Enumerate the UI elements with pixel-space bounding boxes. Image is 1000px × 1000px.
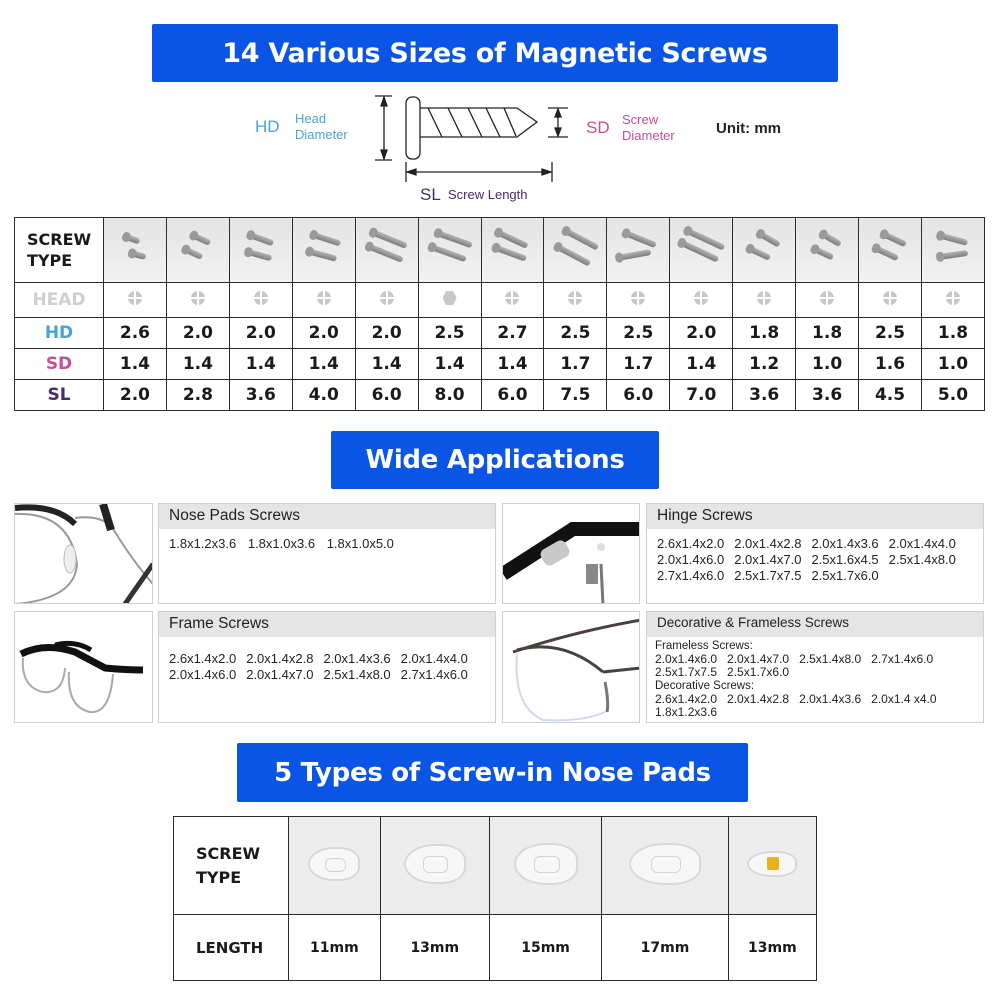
head-cell <box>796 283 859 318</box>
head-cell <box>607 283 670 318</box>
screw-size-item: 2.0x1.4x2.8 <box>734 536 802 551</box>
nose-pad-table <box>173 816 817 981</box>
screw-photo-3 <box>229 218 292 283</box>
pad-type-line1: SCREW <box>196 843 261 863</box>
pad-photo-2 <box>380 817 489 915</box>
phillips-head-icon <box>631 291 645 305</box>
screw-photo-icon <box>362 226 412 270</box>
screw-size-item: 2.0x1.4x3.6 <box>799 692 862 706</box>
decorative-frameless-screws-box <box>646 611 984 723</box>
screw-size-item: 2.5x1.4x8.0 <box>323 667 391 682</box>
head-cell <box>921 283 984 318</box>
clear-nose-pad-icon <box>629 843 701 885</box>
sd-label <box>622 112 675 144</box>
pad-length-row <box>174 915 817 981</box>
screw-size-item: 2.0x1.4x3.6 <box>811 536 879 551</box>
hd-cell: 2.6 <box>104 318 167 349</box>
screw-size-item: 2.0x1.4x6.0 <box>655 652 718 666</box>
screw-photo-icon <box>425 226 475 270</box>
pad-photo-4 <box>602 817 728 915</box>
sd-cell: 1.6 <box>859 349 922 380</box>
screw-size-item: 2.5x1.7x7.5 <box>734 568 802 583</box>
screw-size-item: 2.0x1.4x7.0 <box>734 552 802 567</box>
sd-cell: 1.4 <box>670 349 733 380</box>
pad-photo-5 <box>728 817 816 915</box>
gold-insert-nose-pad-icon <box>747 851 797 877</box>
sd-cell: 1.4 <box>355 349 418 380</box>
hd-cell: 2.5 <box>418 318 481 349</box>
hex-head-icon <box>443 291 457 305</box>
screw-photo-icon <box>613 226 663 270</box>
sizes-banner: 14 Various Sizes of Magnetic Screws <box>152 24 838 82</box>
hd-label <box>295 111 348 143</box>
sd-cell: 1.4 <box>104 349 167 380</box>
screw-size-item: 1.8x1.0x3.6 <box>247 536 316 551</box>
screw-size-item: 2.0x1.4x3.6 <box>323 651 391 666</box>
head-cell <box>292 283 355 318</box>
hd-cell: 2.5 <box>607 318 670 349</box>
sd-row <box>15 349 985 380</box>
screw-photo-14 <box>921 218 984 283</box>
glasses-frameless-icon <box>503 612 640 723</box>
glasses-frame-icon <box>15 612 153 723</box>
sl-cell: 6.0 <box>481 380 544 411</box>
decorative-label: Decorative Screws: <box>655 680 755 692</box>
screw-size-item: 2.5x1.7x6.0 <box>727 665 790 679</box>
frameless-items <box>655 653 975 679</box>
screw-size-item: 2.5x1.7x6.0 <box>811 568 879 583</box>
screw-size-item: 2.5x1.4x8.0 <box>888 552 956 567</box>
sl-cell: 3.6 <box>733 380 796 411</box>
pad-length-header: LENGTH <box>174 915 289 981</box>
sd-cell: 1.4 <box>418 349 481 380</box>
screw-photo-9 <box>607 218 670 283</box>
head-cell <box>166 283 229 318</box>
phillips-head-icon <box>568 291 582 305</box>
sd-row-label: SD <box>15 349 104 380</box>
screw-photo-12 <box>796 218 859 283</box>
screw-size-item: 2.0x1.4x4.0 <box>888 536 956 551</box>
pad-length-cell: 13mm <box>380 915 489 981</box>
screw-type-row <box>15 218 985 283</box>
screw-photo-4 <box>292 218 355 283</box>
screw-size-item: 2.0x1.4x7.0 <box>246 667 314 682</box>
clear-nose-pad-icon <box>308 847 360 881</box>
screw-photo-11 <box>733 218 796 283</box>
screw-size-item: 2.5x1.6x4.5 <box>811 552 879 567</box>
sd-cell: 1.7 <box>544 349 607 380</box>
hd-label-line2: Diameter <box>295 127 348 142</box>
phillips-head-icon <box>757 291 771 305</box>
screw-photo-icon <box>110 226 160 270</box>
pad-type-header <box>174 817 289 915</box>
screw-size-item: 2.0x1.4x2.8 <box>727 692 790 706</box>
sd-cell: 1.4 <box>481 349 544 380</box>
screw-size-item: 2.7x1.4x6.0 <box>657 568 725 583</box>
frame-screws-list <box>159 637 495 690</box>
clear-nose-pad-icon <box>404 844 466 884</box>
head-cell <box>355 283 418 318</box>
phillips-head-icon <box>505 291 519 305</box>
hd-abbr: HD <box>255 117 280 136</box>
hd-cell: 2.5 <box>859 318 922 349</box>
screw-type-line1: SCREW <box>27 230 92 249</box>
screw-photo-1 <box>104 218 167 283</box>
screw-size-item: 2.0x1.4 x4.0 <box>871 692 937 706</box>
frame-screws-box <box>158 611 496 723</box>
head-cell <box>544 283 607 318</box>
hd-cell: 1.8 <box>796 318 859 349</box>
phillips-head-icon <box>191 291 205 305</box>
screw-photo-icon <box>299 226 349 270</box>
pad-length-cell: 13mm <box>728 915 816 981</box>
sl-cell: 2.0 <box>104 380 167 411</box>
head-cell <box>733 283 796 318</box>
frame-screws-title: Frame Screws <box>159 612 495 637</box>
head-cell <box>481 283 544 318</box>
pad-length-cell: 11mm <box>289 915 381 981</box>
screw-photo-icon <box>676 226 726 270</box>
screw-size-item: 2.6x1.4x2.0 <box>655 692 718 706</box>
hd-label-line1: Head <box>295 111 327 126</box>
screw-size-item: 2.5x1.7x7.5 <box>655 665 718 679</box>
phillips-head-icon <box>946 291 960 305</box>
head-label: HEAD <box>15 283 104 318</box>
head-row <box>15 283 985 318</box>
sl-abbr: SL <box>420 185 441 204</box>
phillips-head-icon <box>694 291 708 305</box>
sl-cell: 5.0 <box>921 380 984 411</box>
sd-cell: 1.7 <box>607 349 670 380</box>
head-cell <box>104 283 167 318</box>
sl-cell: 7.0 <box>670 380 733 411</box>
screw-photo-icon <box>739 226 789 270</box>
glasses-closeup-icon <box>15 504 153 604</box>
nose-pads-banner: 5 Types of Screw-in Nose Pads <box>237 743 748 802</box>
sl-cell: 2.8 <box>166 380 229 411</box>
sl-cell: 4.5 <box>859 380 922 411</box>
screw-photo-icon <box>236 226 286 270</box>
phillips-head-icon <box>317 291 331 305</box>
sd-cell: 1.2 <box>733 349 796 380</box>
head-cell <box>859 283 922 318</box>
sl-label: Screw Length <box>448 187 528 202</box>
screw-photo-8 <box>544 218 607 283</box>
screw-photo-icon <box>865 226 915 270</box>
nose-pads-screws-list <box>159 529 495 559</box>
frameless-glasses-image <box>502 611 640 723</box>
nose-pads-screws-box <box>158 503 496 604</box>
hd-cell: 1.8 <box>733 318 796 349</box>
screw-size-item: 2.0x1.4x6.0 <box>657 552 725 567</box>
screw-type-header <box>15 218 104 283</box>
sd-cell: 1.4 <box>166 349 229 380</box>
screw-size-item: 1.8x1.2x3.6 <box>169 536 237 551</box>
nose-pads-screws-title: Nose Pads Screws <box>159 504 495 529</box>
decorative-frameless-title: Decorative & Frameless Screws <box>647 612 983 637</box>
screw-size-table <box>14 217 985 411</box>
sl-cell: 7.5 <box>544 380 607 411</box>
screw-photo-icon <box>487 226 537 270</box>
sl-row <box>15 380 985 411</box>
hd-cell: 2.0 <box>292 318 355 349</box>
decorative-items <box>655 693 975 719</box>
screw-size-item: 2.0x1.4x6.0 <box>169 667 237 682</box>
pad-length-cell: 17mm <box>602 915 728 981</box>
hd-cell: 2.7 <box>481 318 544 349</box>
hinge-screws-title: Hinge Screws <box>647 504 983 529</box>
screw-photo-2 <box>166 218 229 283</box>
sl-cell: 6.0 <box>355 380 418 411</box>
pad-photo-3 <box>489 817 602 915</box>
hd-cell: 2.0 <box>229 318 292 349</box>
hd-cell: 2.0 <box>166 318 229 349</box>
pad-type-row <box>174 817 817 915</box>
hd-row <box>15 318 985 349</box>
screw-photo-13 <box>859 218 922 283</box>
screw-photo-icon <box>173 226 223 270</box>
pad-type-line2: TYPE <box>196 867 242 887</box>
screw-photo-5 <box>355 218 418 283</box>
sl-cell: 4.0 <box>292 380 355 411</box>
screw-photo-icon <box>802 226 852 270</box>
unit-label: Unit: mm <box>716 120 781 137</box>
sl-row-label: SL <box>15 380 104 411</box>
screw-type-line2: TYPE <box>27 251 73 270</box>
sl-cell: 6.0 <box>607 380 670 411</box>
screw-photo-7 <box>481 218 544 283</box>
hd-cell: 2.5 <box>544 318 607 349</box>
hd-row-label: HD <box>15 318 104 349</box>
sd-cell: 1.0 <box>921 349 984 380</box>
screw-size-item: 2.5x1.4x8.0 <box>799 652 862 666</box>
screw-diagram-icon <box>370 92 580 182</box>
pad-photo-1 <box>289 817 381 915</box>
hd-cell: 2.0 <box>670 318 733 349</box>
head-cell <box>229 283 292 318</box>
screw-size-item: 2.7x1.4x6.0 <box>400 667 468 682</box>
hd-cell: 2.0 <box>355 318 418 349</box>
hd-cell: 1.8 <box>921 318 984 349</box>
phillips-head-icon <box>820 291 834 305</box>
screw-photo-icon <box>550 226 600 270</box>
head-cell <box>670 283 733 318</box>
clear-nose-pad-icon <box>514 843 578 885</box>
sd-cell: 1.4 <box>229 349 292 380</box>
hinge-screws-box <box>646 503 984 604</box>
frame-glasses-image <box>14 611 153 723</box>
phillips-head-icon <box>883 291 897 305</box>
screw-size-item: 2.0x1.4x2.8 <box>246 651 314 666</box>
screw-photo-10 <box>670 218 733 283</box>
screw-photo-6 <box>418 218 481 283</box>
screw-size-item: 2.0x1.4x7.0 <box>727 652 790 666</box>
sl-cell: 8.0 <box>418 380 481 411</box>
screw-size-item: 2.7x1.4x6.0 <box>871 652 934 666</box>
screw-size-item: 1.8x1.2x3.6 <box>655 705 718 719</box>
decorative-frameless-list <box>647 637 983 721</box>
nose-pad-glasses-image <box>14 503 153 604</box>
head-cell <box>418 283 481 318</box>
screw-size-item: 2.0x1.4x4.0 <box>400 651 468 666</box>
sd-abbr: SD <box>586 118 610 137</box>
sl-cell: 3.6 <box>796 380 859 411</box>
frameless-label: Frameless Screws: <box>655 640 753 652</box>
applications-banner: Wide Applications <box>331 431 659 489</box>
sd-label-line1: Screw <box>622 112 659 127</box>
screw-photo-icon <box>928 226 978 270</box>
screw-size-item: 2.6x1.4x2.0 <box>169 651 237 666</box>
sl-cell: 3.6 <box>229 380 292 411</box>
hinge-glasses-image <box>502 503 640 604</box>
hinge-screws-list <box>647 529 983 591</box>
screw-size-item: 2.6x1.4x2.0 <box>657 536 725 551</box>
sd-cell: 1.0 <box>796 349 859 380</box>
phillips-head-icon <box>380 291 394 305</box>
phillips-head-icon <box>254 291 268 305</box>
sd-cell: 1.4 <box>292 349 355 380</box>
sd-label-line2: Diameter <box>622 128 675 143</box>
pad-length-cell: 15mm <box>489 915 602 981</box>
phillips-head-icon <box>128 291 142 305</box>
screw-size-item: 1.8x1.0x5.0 <box>326 536 394 551</box>
glasses-hinge-icon <box>503 504 640 604</box>
